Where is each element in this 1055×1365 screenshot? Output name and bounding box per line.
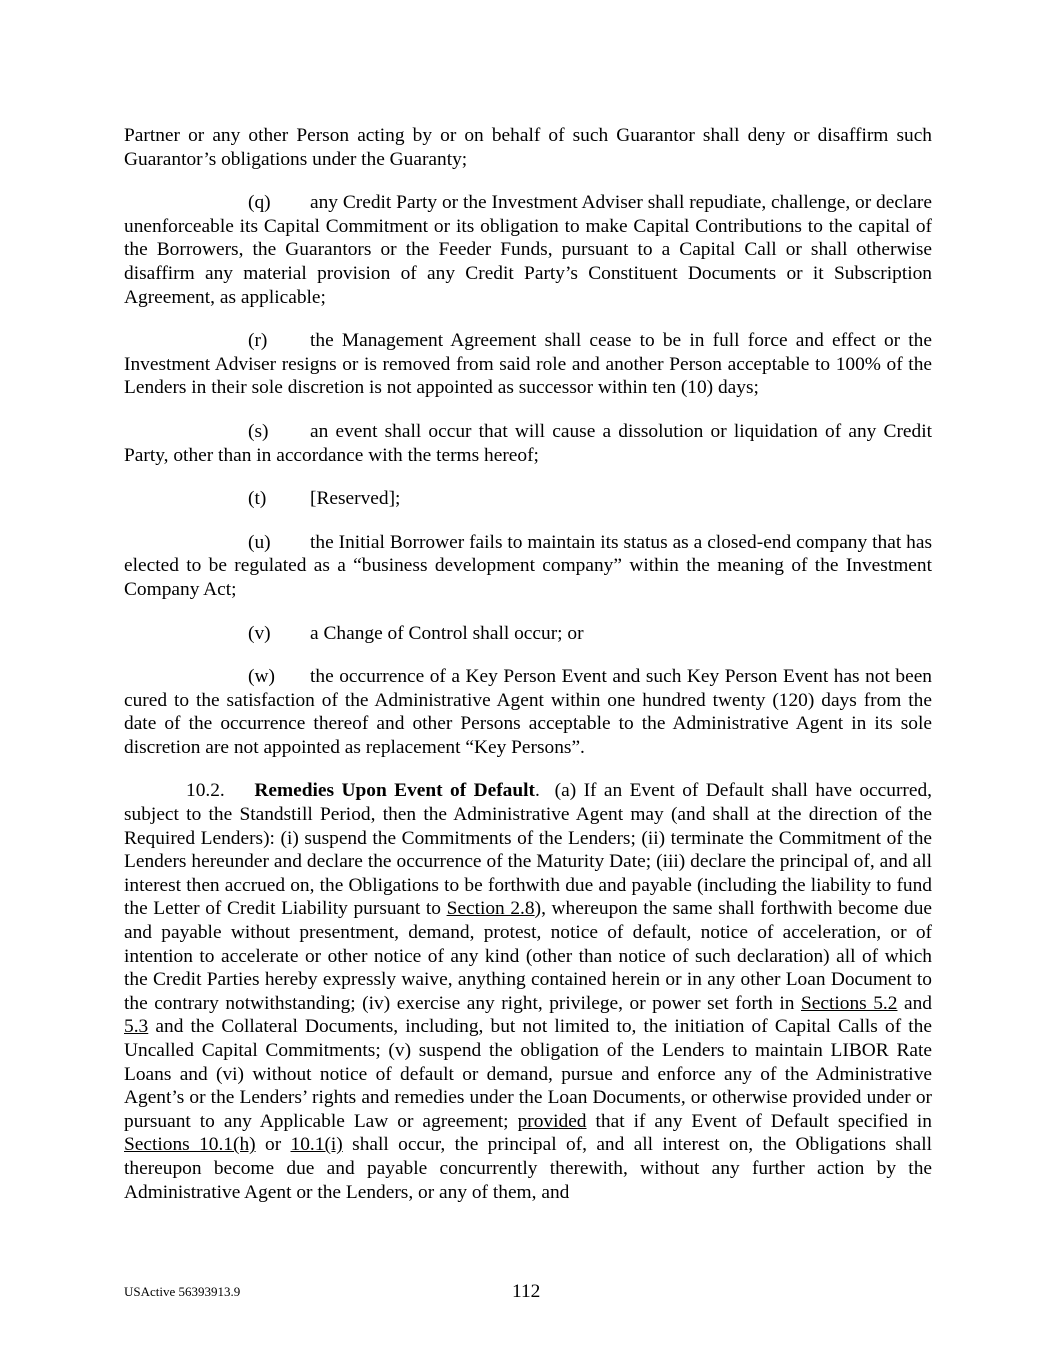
clause-text: the Management Agreement shall cease to be in full force and effect or the Investment Adviser resigns or is removed from said role and another Person acceptable to 100% of the Lenders in their sole discretion is not appointed as successor within ten (10) days; bbox=[124, 330, 932, 399]
section-number: 10.2. bbox=[186, 780, 225, 802]
section-10-2 bbox=[124, 779, 932, 1204]
clause-label: (v) bbox=[248, 622, 271, 644]
section-text: and bbox=[903, 992, 932, 1014]
footer-document-id: USActive 56393913.9 bbox=[124, 1284, 241, 1299]
clause-text: the Initial Borrower fails to maintain its status as a closed-end company that has elected to be regulated as a “business development company” within the meaning of the Investment Company Act; bbox=[124, 531, 932, 600]
clause-label: (s) bbox=[248, 420, 269, 442]
cross-reference-link[interactable]: Sections 10.1(h) bbox=[124, 1134, 256, 1156]
clause-text: the occurrence of a Key Person Event and such Key Person Event has not been cured to the satisfaction of the Administrative Agent within one hundred twenty (120) days from the date of the occurrence thereof and other Persons acceptable to the Administrative Agent in its sole discretion are not appointed as replacement “Key Persons”. bbox=[124, 666, 932, 758]
proviso-term: provided bbox=[517, 1110, 587, 1132]
clause-t bbox=[124, 487, 932, 511]
clause-label: (w) bbox=[248, 666, 275, 688]
section-text: (a) If an Event of Default shall have occurred, subject to the Standstill Period, then the Administrative Agent may (and shall at the direction of the Required Lenders): (i) suspend the Commitments of the Lenders; (ii) terminate the Commitment of the Lenders hereunder and declare the occurrence of the Maturity Date; (iii) declare the principal of, and all interest then accrued on, the Obligations to be forthwith due and payable (including the liability to fund the Letter of Credit Liability pursuant to bbox=[124, 780, 933, 920]
clause-label: (u) bbox=[248, 531, 271, 553]
paragraph-intro: Partner or any other Person acting by or on behalf of such Guarantor shall deny or disaffirm such Guarantor’s obligations under the Guaranty; bbox=[124, 125, 932, 170]
footer-page-number: 112 bbox=[512, 1281, 541, 1302]
clause-text: a Change of Control shall occur; or bbox=[310, 622, 584, 644]
clause-r bbox=[124, 329, 932, 400]
cross-reference-link[interactable]: Section 2.8 bbox=[446, 898, 535, 920]
clause-q bbox=[124, 191, 932, 309]
cross-reference-link[interactable]: Sections 5.2 bbox=[801, 992, 898, 1014]
clause-u bbox=[124, 531, 932, 602]
cross-reference-link[interactable]: 10.1(i) bbox=[290, 1134, 343, 1156]
document-body bbox=[124, 124, 932, 1204]
section-title-period: . bbox=[534, 780, 540, 802]
clause-label: (t) bbox=[248, 488, 267, 510]
cross-reference-link[interactable]: 5.3 bbox=[124, 1016, 149, 1038]
section-text: ), whereupon the same shall forthwith become due and payable without presentment, demand, protest, notice of default, notice of acceleration, or of intention to accelerate or other notice of any kind (other than notice of such declaration) all of which the Credit Parties hereby expressly waive, anything contained herein or in any other Loan Document to the contrary notwithstanding; (iv) exercise any right, privilege, or power set forth in bbox=[124, 898, 933, 1014]
section-text: that if any Event of Default specified in bbox=[595, 1110, 932, 1132]
clause-label: (q) bbox=[248, 192, 271, 214]
section-title: Remedies Upon Event of Default bbox=[254, 780, 535, 802]
section-text: and the Collateral Documents, including, but not limited to, the initiation of Capital Calls of the Uncalled Capital Commitments; (v) suspend the obligation of the Lenders to maintain LIBOR Rate Loans and (vi) without notice of default or demand, pursue and enforce any of the Administrative Agent’s or the Lenders’ rights and remedies under the Loan Documents, or otherwise provided under or pursuant to any Applicable Law or agreement; bbox=[124, 1016, 932, 1132]
clause-s bbox=[124, 420, 932, 467]
clause-text: any Credit Party or the Investment Adviser shall repudiate, challenge, or declare unenforceable its Capital Commitment or its obligation to make Capital Contributions to the capital of the Borrowers, the Guarantors or the Feeder Funds, pursuant to a Capital Call or shall otherwise disaffirm any material provision of any Credit Party’s Constituent Documents or it Subscription Agreement, as applicable; bbox=[124, 192, 932, 308]
clause-w bbox=[124, 665, 932, 759]
clause-label: (r) bbox=[248, 330, 268, 352]
clause-text: an event shall occur that will cause a dissolution or liquidation of any Credit Party, other than in accordance with the terms hereof; bbox=[124, 420, 932, 466]
clause-v bbox=[124, 622, 932, 646]
section-text: or bbox=[265, 1134, 282, 1156]
clause-text: [Reserved]; bbox=[310, 488, 401, 510]
section-text: shall occur, the principal of, and all interest on, the Obligations shall thereupon become due and payable concurrently therewith, without any further action by the Administrative Agent or the Lenders, or any of them, and bbox=[124, 1134, 932, 1203]
